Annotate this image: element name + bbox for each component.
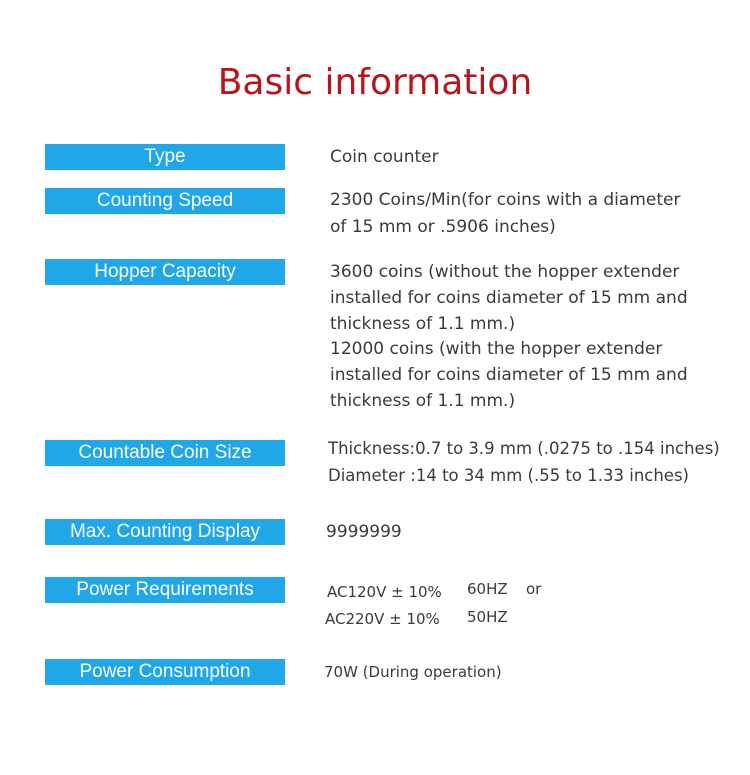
value-hopper-capacity-line-1: 3600 coins (without the hopper extender xyxy=(330,262,680,282)
value-counting-speed-line-1: 2300 Coins/Min(for coins with a diameter xyxy=(330,190,681,210)
value-power-consumption: 70W (During operation) xyxy=(324,663,502,681)
value-hopper-capacity-line-6: thickness of 1.1 mm.) xyxy=(330,391,516,411)
value-power-freq-1: 60HZ xyxy=(467,580,508,598)
label-max-counting-display: Max. Counting Display xyxy=(45,519,285,545)
value-coin-size-line-1: Thickness:0.7 to 3.9 mm (.0275 to .154 inches) xyxy=(328,439,720,458)
value-power-conjunction: or xyxy=(526,580,542,598)
value-max-counting-display: 9999999 xyxy=(326,522,402,542)
label-countable-coin-size: Countable Coin Size xyxy=(45,440,285,466)
value-coin-size-line-2: Diameter :14 to 34 mm (.55 to 1.33 inches) xyxy=(328,466,689,485)
label-power-requirements: Power Requirements xyxy=(45,577,285,603)
value-counting-speed-line-2: of 15 mm or .5906 inches) xyxy=(330,217,556,237)
label-hopper-capacity: Hopper Capacity xyxy=(45,259,285,285)
value-power-voltage-2: AC220V ± 10% xyxy=(325,610,440,628)
value-type: Coin counter xyxy=(330,147,439,167)
value-hopper-capacity-line-2: installed for coins diameter of 15 mm and xyxy=(330,288,688,308)
label-power-consumption: Power Consumption xyxy=(45,659,285,685)
value-hopper-capacity-line-5: installed for coins diameter of 15 mm and xyxy=(330,365,688,385)
label-type: Type xyxy=(45,144,285,170)
value-power-freq-2: 50HZ xyxy=(467,608,508,626)
value-hopper-capacity-line-3: thickness of 1.1 mm.) xyxy=(330,314,516,334)
value-hopper-capacity-line-4: 12000 coins (with the hopper extender xyxy=(330,339,663,359)
label-counting-speed: Counting Speed xyxy=(45,188,285,214)
page-title: Basic information xyxy=(217,62,533,103)
value-power-voltage-1: AC120V ± 10% xyxy=(327,583,442,601)
